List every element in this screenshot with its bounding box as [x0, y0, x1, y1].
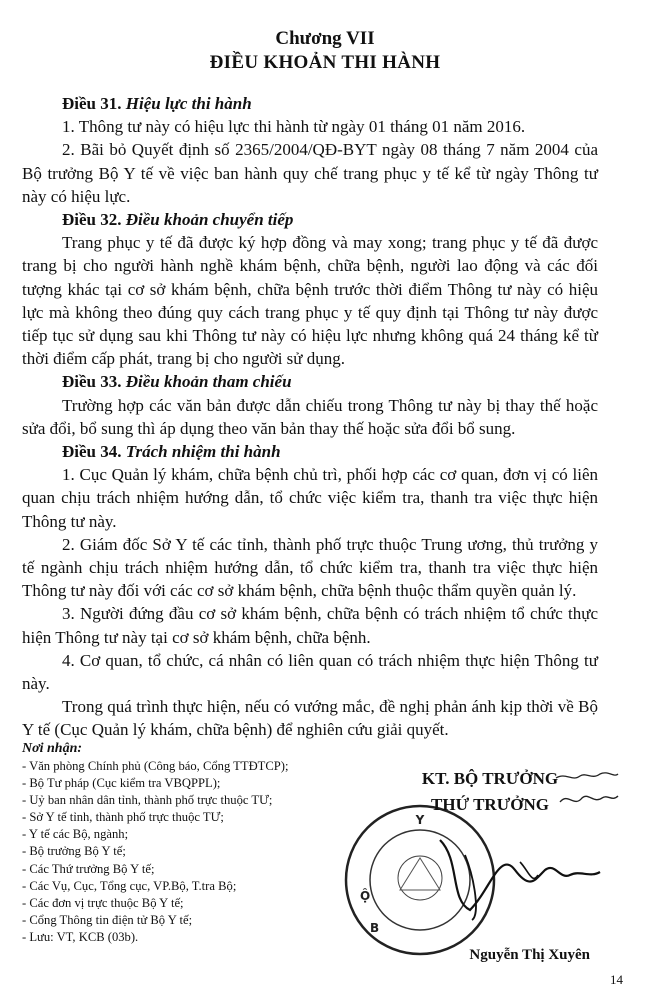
paragraph: 1. Cục Quản lý khám, chữa bệnh chủ trì, phối hợp các cơ quan, đơn vị có liên quan chịu trách nhiệm hướng dẫn, tổ chức việc kiểm tra, thanh tra việc thực hiện Thông tư này. [22, 465, 598, 531]
article-heading: Điều 32. Điều khoản chuyển tiếp [62, 210, 294, 230]
signer-name: Nguyễn Thị Xuyên [469, 947, 590, 963]
article-heading: Điều 34. Trách nhiệm thi hành [62, 442, 281, 462]
paragraph: 4. Cơ quan, tổ chức, cá nhân có liên quan có trách nhiệm thực hiện Thông tư này. [22, 650, 598, 694]
recipients-heading: Nơi nhận: [22, 741, 83, 756]
chapter-title: ĐIỀU KHOẢN THI HÀNH [209, 52, 441, 73]
recipient-item: - Bộ Tư pháp (Cục kiểm tra VBQPPL); [22, 776, 221, 791]
recipient-item: - Sở Y tế tỉnh, thành phố trực thuộc TƯ; [22, 810, 224, 825]
paragraph: 2. Bãi bỏ Quyết định số 2365/2004/QĐ-BYT ngày 08 tháng 7 năm 2004 của Bộ trưởng Bộ Y tế về việc ban hành quy chế trang phục y tế kể từ ngày Thông tư này có hiệu lực. [22, 140, 598, 206]
recipient-item: - Các Vụ, Cục, Tổng cục, VP.Bộ, T.tra Bộ; [22, 878, 237, 893]
recipient-item: - Văn phòng Chính phủ (Công báo, Cổng TTĐTCP); [22, 759, 289, 773]
page-number: 14 [610, 972, 623, 987]
paragraph: 3. Người đứng đầu cơ sở khám bệnh, chữa bệnh có trách nhiệm tổ chức thực hiện Thông tư này tại cơ sở khám bệnh, chữa bệnh. [22, 604, 598, 647]
recipient-item: - Các Thứ trưởng Bộ Y tế; [22, 861, 155, 876]
paragraph: Trong quá trình thực hiện, nếu có vướng mắc, đề nghị phản ánh kịp thời về Bộ Y tế (Cục Quản lý khám, chữa bệnh) để nghiên cứu giải quyết. [22, 697, 598, 740]
article-heading: Điều 33. Điều khoản tham chiếu [62, 372, 292, 392]
recipient-item: - Y tế các Bộ, ngành; [22, 827, 129, 842]
paragraph: 1. Thông tư này có hiệu lực thi hành từ ngày 01 tháng 01 năm 2016. [62, 117, 526, 137]
recipient-item: - Uỷ ban nhân dân tỉnh, thành phố trực thuộc TƯ; [22, 793, 273, 808]
recipient-item: - Cổng Thông tin điện tử Bộ Y tế; [22, 912, 193, 927]
svg-text:Y: Y [415, 813, 425, 827]
document-body [22, 92, 598, 742]
paragraph: Trường hợp các văn bản được dẫn chiếu trong Thông tư này bị thay thế hoặc sửa đổi, bổ sung thì áp dụng theo văn bản thay thế hoặc sửa đổi bổ sung. [22, 395, 598, 438]
recipient-item: - Lưu: VT, KCB (03b). [22, 929, 139, 944]
handwritten-signature [420, 820, 620, 930]
paragraph: Trang phục y tế đã được ký hợp đồng và may xong; trang phục y tế đã được trang bị cho người hành nghề khám bệnh, chữa bệnh, người lao động và các đối tượng khác tại cơ sở khám bệnh, chữa bệnh trước thời điểm Thông tư này có hiệu lực mà không theo đúng quy cách trang phục y tế quy định tại Thông tư này được tiếp tục sử dụng sau khi Thông tư này có hiệu lực nhưng không quá 24 tháng kể từ thời điểm cấp phát, trang bị cho người sử dụng. [22, 233, 598, 369]
recipient-item: - Bộ trưởng Bộ Y tế; [22, 844, 126, 859]
svg-text:B: B [370, 921, 380, 935]
recipient-item: - Các đơn vị trực thuộc Bộ Y tế; [22, 895, 184, 910]
recipients-list [22, 740, 302, 946]
signer-role-primary: KT. BỘ TRƯỞNG [421, 769, 559, 788]
svg-text:Ộ: Ộ [360, 889, 371, 903]
signer-role-secondary: THỨ TRƯỞNG [431, 795, 549, 814]
chapter-number: Chương VII [275, 28, 375, 49]
paragraph: 2. Giám đốc Sở Y tế các tỉnh, thành phố trực thuộc Trung ương, thủ trưởng y tế ngành chịu trách nhiệm hướng dẫn, tổ chức kiểm tra, thanh tra việc thực hiện Thông tư này đối với các cơ sở khám bệnh, chữa bệnh thuộc thẩm quyền quản lý. [22, 534, 598, 601]
signature-block [370, 766, 610, 818]
article-heading: Điều 31. Hiệu lực thi hành [62, 94, 252, 113]
